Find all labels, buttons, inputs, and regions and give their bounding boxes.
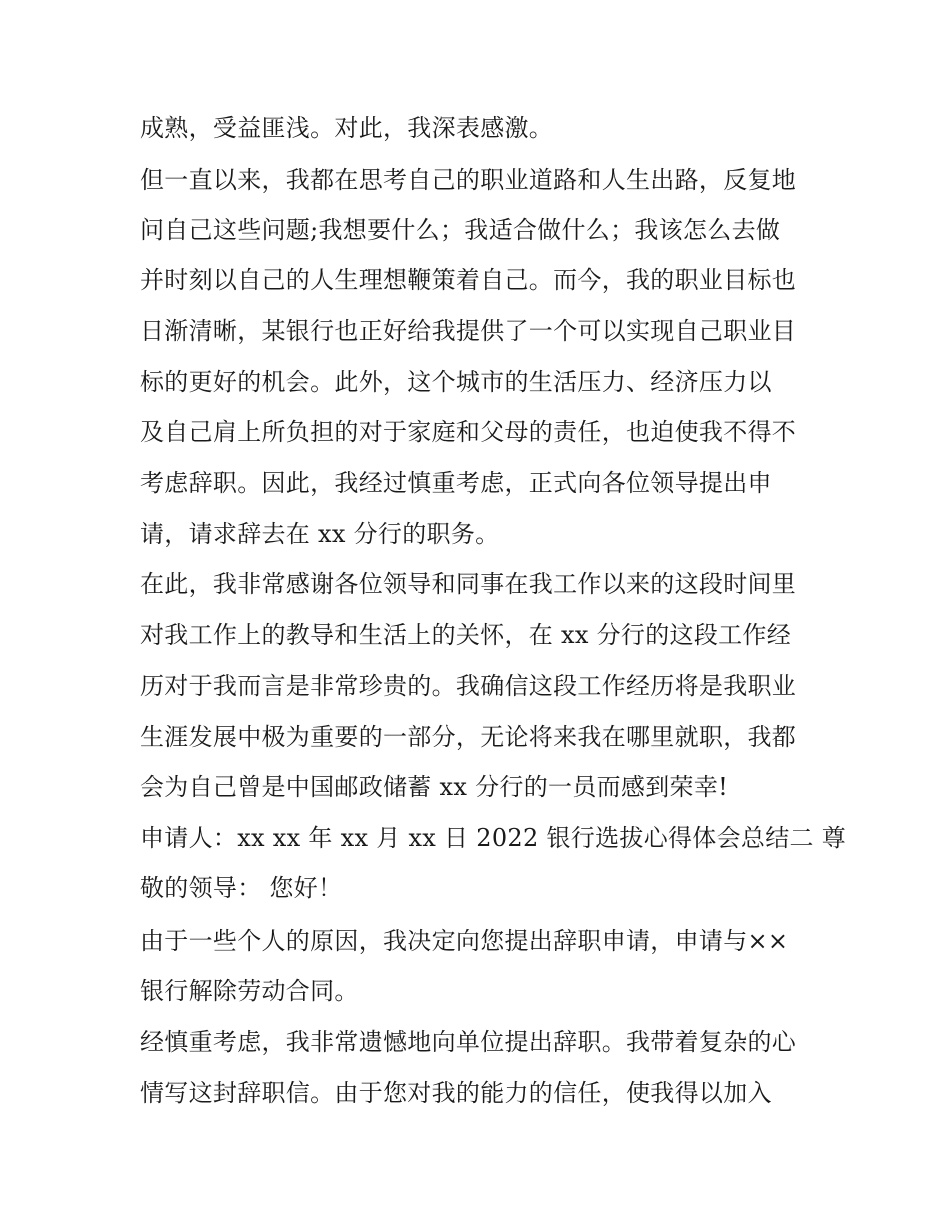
text-line: 但一直以来，我都在思考自己的职业道路和人生出路，反复地 xyxy=(140,166,797,194)
text-line: 考虑辞职。因此，我经过慎重考虑，正式向各位领导提出申 xyxy=(140,469,772,497)
text-line: 生涯发展中极为重要的一部分，无论将来我在哪里就职，我都 xyxy=(140,723,797,751)
text-line: 成熟，受益匪浅。对此，我深表感激。 xyxy=(140,114,554,142)
text-line: 历对于我而言是非常珍贵的。我确信这段工作经历将是我职业 xyxy=(140,672,797,700)
text-line: 敬的领导： 您好！ xyxy=(140,874,343,902)
text-line: 并时刻以自己的人生理想鞭策着自己。而今，我的职业目标也 xyxy=(140,266,797,294)
text-line: 申请人：xx xx 年 xx 月 xx 日 2022 银行选拔心得体会总结二 尊 xyxy=(140,824,847,852)
text-line: 日渐清晰，某银行也正好给我提供了一个可以实现自己职业目 xyxy=(140,317,797,345)
text-line: 在此，我非常感谢各位领导和同事在我工作以来的这段时间里 xyxy=(140,570,797,598)
text-line: 银行解除劳动合同。 xyxy=(140,977,359,1005)
text-line: 及自己肩上所负担的对于家庭和父母的责任，也迫使我不得不 xyxy=(140,418,797,446)
text-line: 问自己这些问题;我想要什么；我适合做什么；我该怎么去做 xyxy=(140,216,781,244)
text-line: 标的更好的机会。此外，这个城市的生活压力、经济压力以 xyxy=(140,368,772,396)
text-line: 经慎重考虑，我非常遗憾地向单位提出辞职。我带着复杂的心 xyxy=(140,1028,797,1056)
text-line: 会为自己曾是中国邮政储蓄 xx 分行的一员而感到荣幸! xyxy=(140,773,729,801)
text-line: 由于一些个人的原因，我决定向您提出辞职申请，申请与×× xyxy=(140,927,789,955)
text-line: 请，请求辞去在 xx 分行的职务。 xyxy=(140,520,500,548)
text-line: 情写这封辞职信。由于您对我的能力的信任，使我得以加入 xyxy=(140,1079,772,1107)
text-line: 对我工作上的教导和生活上的关怀，在 xx 分行的这段工作经 xyxy=(140,621,792,649)
